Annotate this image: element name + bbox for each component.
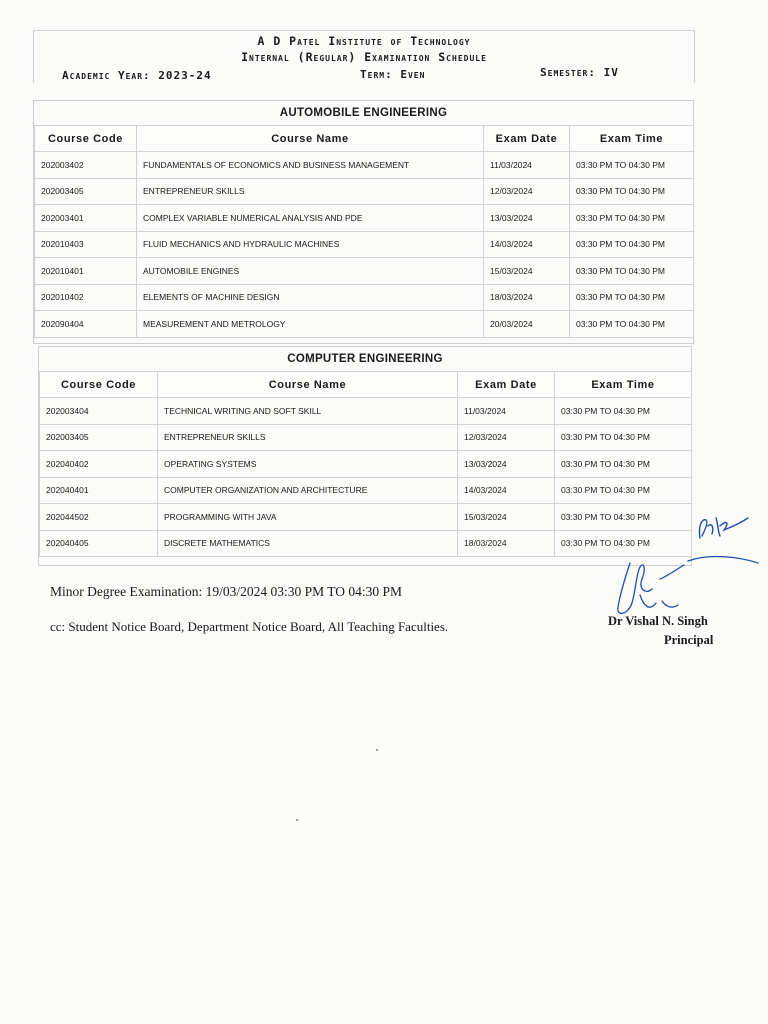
schedule-title: Internal (Regular) Examination Schedule (241, 50, 487, 64)
exam-time-cell: 03:30 PM TO 04:30 PM (555, 398, 692, 425)
exam-date-cell: 15/03/2024 (484, 258, 570, 285)
exam-time-cell: 03:30 PM TO 04:30 PM (570, 231, 694, 258)
computer-schedule-table (39, 371, 692, 557)
exam-time-cell: 03:30 PM TO 04:30 PM (570, 284, 694, 311)
exam-time-cell: 03:30 PM TO 04:30 PM (555, 530, 692, 557)
course-name-cell: ENTREPRENEUR SKILLS (158, 424, 458, 451)
course-name-cell: COMPUTER ORGANIZATION AND ARCHITECTURE (158, 477, 458, 504)
course-code-cell: 202090404 (35, 311, 137, 338)
table-row (40, 504, 692, 531)
table-row (35, 311, 694, 338)
computer-section (38, 346, 692, 566)
course-name-cell: FUNDAMENTALS OF ECONOMICS AND BUSINESS MANAGEMENT (137, 152, 484, 179)
exam-date-cell: 14/03/2024 (484, 231, 570, 258)
table-row (35, 284, 694, 311)
speck (376, 749, 378, 751)
course-code-cell: 202010403 (35, 231, 137, 258)
course-name-cell: AUTOMOBILE ENGINES (137, 258, 484, 285)
exam-date-cell: 11/03/2024 (484, 152, 570, 179)
table-row (40, 530, 692, 557)
exam-time-cell: 03:30 PM TO 04:30 PM (570, 258, 694, 285)
speck (296, 819, 298, 821)
course-code-cell: 202040405 (40, 530, 158, 557)
table-row (35, 258, 694, 285)
minor-degree-note: Minor Degree Examination: 19/03/2024 03:30 PM TO 04:30 PM (50, 584, 402, 599)
column-header-code: Course Code (35, 126, 137, 152)
course-code-cell: 202040402 (40, 451, 158, 478)
exam-date-cell: 11/03/2024 (458, 398, 555, 425)
course-name-cell: DISCRETE MATHEMATICS (158, 530, 458, 557)
exam-date-cell: 12/03/2024 (458, 424, 555, 451)
table-row (40, 451, 692, 478)
column-header-time: Exam Time (570, 126, 694, 152)
exam-date-cell: 15/03/2024 (458, 504, 555, 531)
course-name-cell: OPERATING SYSTEMS (158, 451, 458, 478)
exam-date-cell: 13/03/2024 (484, 205, 570, 232)
exam-time-cell: 03:30 PM TO 04:30 PM (570, 152, 694, 179)
exam-time-cell: 03:30 PM TO 04:30 PM (570, 178, 694, 205)
column-header-time: Exam Time (555, 372, 692, 398)
exam-date-cell: 20/03/2024 (484, 311, 570, 338)
signatory-name: Dr Vishal N. Singh (608, 614, 708, 628)
handwritten-initials-icon (694, 508, 750, 549)
automobile-schedule-table (34, 125, 694, 338)
course-name-cell: PROGRAMMING WITH JAVA (158, 504, 458, 531)
course-code-cell: 202010401 (35, 258, 137, 285)
section-title-computer: COMPUTER ENGINEERING (287, 353, 443, 365)
exam-time-cell: 03:30 PM TO 04:30 PM (555, 504, 692, 531)
course-code-cell: 202003405 (40, 424, 158, 451)
term: Term: Even (360, 68, 426, 81)
table-row (35, 178, 694, 205)
column-header-name: Course Name (137, 126, 484, 152)
table-row (35, 205, 694, 232)
course-code-cell: 202040401 (40, 477, 158, 504)
course-code-cell: 202044502 (40, 504, 158, 531)
exam-date-cell: 13/03/2024 (458, 451, 555, 478)
signatory-title: Principal (664, 633, 714, 647)
automobile-section (33, 100, 694, 344)
exam-date-cell: 12/03/2024 (484, 178, 570, 205)
automobile-table-body (35, 152, 694, 338)
course-code-cell: 202003405 (35, 178, 137, 205)
table-row (35, 231, 694, 258)
exam-time-cell: 03:30 PM TO 04:30 PM (570, 311, 694, 338)
course-name-cell: ENTREPRENEUR SKILLS (137, 178, 484, 205)
table-row (40, 398, 692, 425)
course-name-cell: FLUID MECHANICS AND HYDRAULIC MACHINES (137, 231, 484, 258)
course-name-cell: MEASUREMENT AND METROLOGY (137, 311, 484, 338)
academic-year: Academic Year: 2023-24 (62, 69, 212, 82)
course-code-cell: 202003402 (35, 152, 137, 179)
section-title-automobile: AUTOMOBILE ENGINEERING (279, 107, 448, 119)
exam-time-cell: 03:30 PM TO 04:30 PM (555, 477, 692, 504)
column-header-name: Course Name (158, 372, 458, 398)
exam-time-cell: 03:30 PM TO 04:30 PM (555, 451, 692, 478)
course-code-cell: 202003404 (40, 398, 158, 425)
column-header-code: Course Code (40, 372, 158, 398)
exam-date-cell: 18/03/2024 (484, 284, 570, 311)
exam-date-cell: 18/03/2024 (458, 530, 555, 557)
exam-date-cell: 14/03/2024 (458, 477, 555, 504)
course-name-cell: COMPLEX VARIABLE NUMERICAL ANALYSIS AND PDE (137, 205, 484, 232)
exam-time-cell: 03:30 PM TO 04:30 PM (555, 424, 692, 451)
cc-note: cc: Student Notice Board, Department Notice Board, All Teaching Faculties. (50, 619, 449, 634)
computer-table-body (40, 398, 692, 557)
table-header-row (40, 372, 692, 398)
table-row (40, 424, 692, 451)
document-header (33, 30, 695, 83)
table-row (40, 477, 692, 504)
column-header-date: Exam Date (484, 126, 570, 152)
table-header-row (35, 126, 694, 152)
course-code-cell: 202010402 (35, 284, 137, 311)
course-name-cell: ELEMENTS OF MACHINE DESIGN (137, 284, 484, 311)
course-code-cell: 202003401 (35, 205, 137, 232)
semester: Semester: IV (540, 66, 619, 79)
course-name-cell: TECHNICAL WRITING AND SOFT SKILL (158, 398, 458, 425)
column-header-date: Exam Date (458, 372, 555, 398)
institute-name: A D Patel Institute of Technology (257, 34, 471, 48)
exam-time-cell: 03:30 PM TO 04:30 PM (570, 205, 694, 232)
table-row (35, 152, 694, 179)
